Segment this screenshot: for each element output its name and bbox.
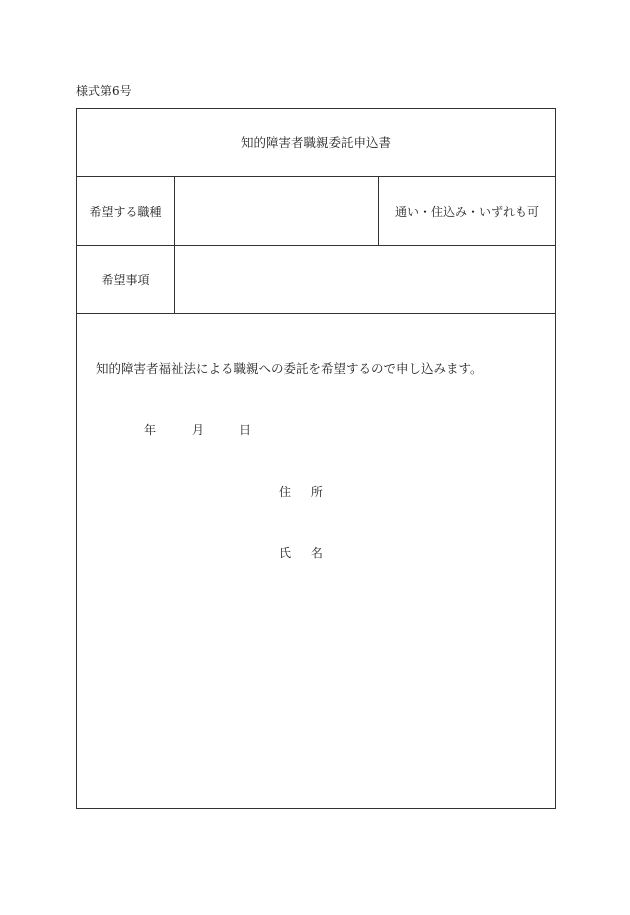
name-label: 氏 名: [279, 546, 331, 560]
wishes-label: 希望事項: [101, 273, 150, 287]
address-label: 住 所: [279, 485, 331, 499]
occupation-label: 希望する職種: [89, 204, 162, 219]
date-year-label: 年: [144, 423, 157, 437]
occupation-row: [77, 177, 555, 246]
wishes-input-cell[interactable]: [175, 246, 555, 313]
occupation-options: 通い・住込み・いずれも可: [394, 204, 539, 219]
wishes-row: [77, 246, 555, 314]
form-number: 様式第6号: [76, 84, 132, 98]
occupation-options-cell: [379, 177, 555, 245]
form-title: 知的障害者職親委託申込書: [240, 135, 391, 150]
occupation-input-cell[interactable]: [175, 177, 379, 245]
date-day-label: 日: [239, 423, 252, 437]
occupation-label-cell: [77, 177, 175, 245]
application-statement: 知的障害者福祉法による職親への委託を希望するので申し込みます。: [96, 361, 483, 376]
date-month-label: 月: [192, 423, 205, 437]
application-body: [77, 314, 555, 808]
title-row: [77, 109, 555, 177]
application-form: [76, 108, 556, 809]
wishes-label-cell: [77, 246, 175, 313]
